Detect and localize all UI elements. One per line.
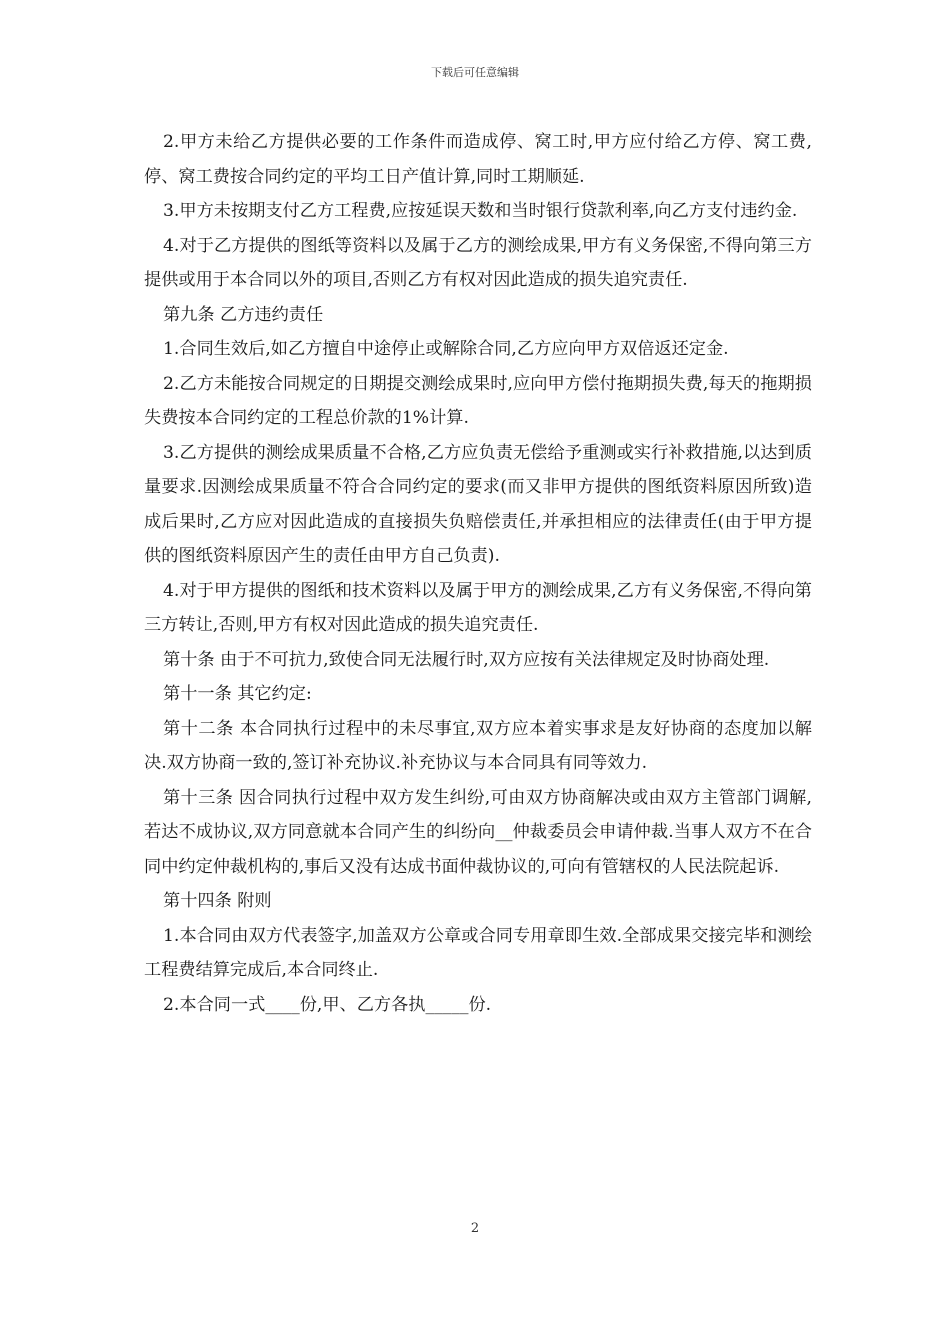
section-heading: 第十一条 其它约定: (163, 684, 312, 704)
document-body (144, 125, 812, 1022)
section-heading: 第十四条 附则 (163, 891, 272, 911)
paragraph: 3.甲方未按期支付乙方工程费,应按延误天数和当时银行贷款利率,向乙方支付违约金. (163, 201, 798, 221)
paragraph: 2.甲方未给乙方提供必要的工作条件而造成停、窝工时,甲方应付给乙方停、窝工费,停、窝工费按合同约定的平均工日产值计算,同时工期顺延. (144, 132, 812, 187)
paragraph: 2.本合同一式____份,甲、乙方各执_____份. (163, 994, 492, 1015)
paragraph: 4.对于甲方提供的图纸和技术资料以及属于甲方的测绘成果,乙方有义务保密,不得向第三方转让,否则,甲方有权对因此造成的损失追究责任. (144, 580, 812, 635)
paragraph: 第十条 由于不可抗力,致使合同无法履行时,双方应按有关法律规定及时协商处理. (163, 649, 770, 670)
paragraph: 3.乙方提供的测绘成果质量不合格,乙方应负责无偿给予重测或实行补救措施,以达到质量要求.因测绘成果质量不符合合同约定的要求(而又非甲方提供的图纸资料原因所致)造成后果时,乙方应对因此造成的直接损失负赔偿责任,并承担相应的法律责任(由于甲方提供的图纸资料原因产生的责任由甲方自己负责). (144, 442, 812, 566)
paragraph: 第十三条 因合同执行过程中双方发生纠纷,可由双方协商解决或由双方主管部门调解,若达不成协议,双方同意就本合同产生的纠纷向__仲裁委员会申请仲裁.当事人双方不在合同中约定仲裁机构的,事后又没有达成书面仲裁协议的,可向有管辖权的人民法院起诉. (144, 787, 812, 877)
paragraph: 第十二条 本合同执行过程中的未尽事宜,双方应本着实事求是友好协商的态度加以解决.双方协商一致的,签订补充协议.补充协议与本合同具有同等效力. (144, 718, 812, 773)
section-heading: 第九条 乙方违约责任 (163, 304, 324, 325)
paragraph: 1.本合同由双方代表签字,加盖双方公章或合同专用章即生效.全部成果交接完毕和测绘工程费结算完成后,本合同终止. (144, 925, 812, 980)
page-number: 2 (470, 1221, 480, 1236)
page-header: 下载后可任意编辑 (431, 66, 519, 79)
paragraph: 1.合同生效后,如乙方擅自中途停止或解除合同,乙方应向甲方双倍返还定金. (163, 339, 729, 359)
paragraph: 4.对于乙方提供的图纸等资料以及属于乙方的测绘成果,甲方有义务保密,不得向第三方提供或用于本合同以外的项目,否则乙方有权对因此造成的损失追究责任. (144, 235, 812, 290)
paragraph: 2.乙方未能按合同规定的日期提交测绘成果时,应向甲方偿付拖期损失费,每天的拖期损失费按本合同约定的工程总价款的1%计算. (144, 373, 812, 428)
